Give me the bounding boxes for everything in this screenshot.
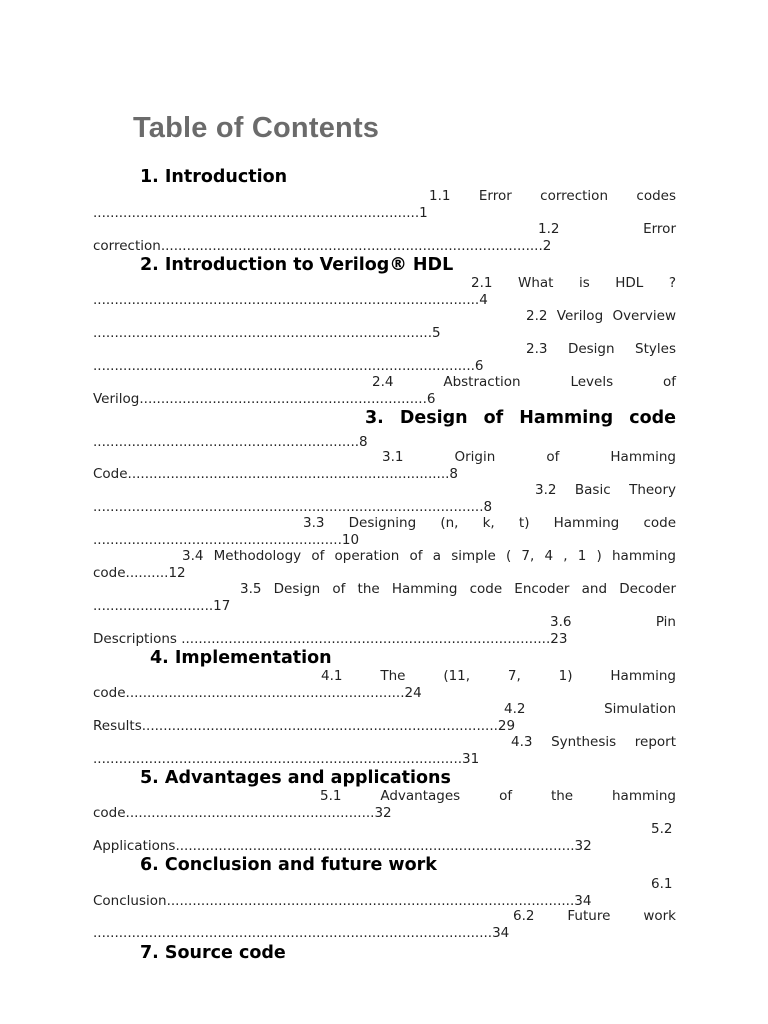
toc-entry-leader: ..............................................................8 — [93, 434, 368, 450]
section-heading-verilog: 2. Introduction to Verilog® HDL — [140, 255, 454, 275]
toc-entry-leader: code..........................................................32 — [93, 804, 392, 821]
toc-entry-text: 2.3 Design — [526, 341, 615, 357]
section-heading-text: 3. Design of Hamming — [365, 408, 614, 428]
section-heading-text-cont: code — [629, 408, 676, 428]
toc-entry-leader: correction.........................................................................................2 — [93, 237, 552, 254]
toc-entry-leader: Applications.............................................................................................32 — [93, 837, 592, 854]
toc-entry-text: 6.1 — [651, 876, 673, 892]
toc-entry-leader: Styles .........................................................................................6 — [93, 341, 676, 374]
section-heading-hamming-design[interactable] — [93, 407, 676, 453]
toc-entry-2-4[interactable] — [93, 374, 676, 407]
toc-entry-text: 2.4 Abstraction Levels of — [372, 374, 676, 390]
toc-entry-text: 4.3 Synthesis — [511, 734, 617, 750]
toc-entry-text: 3.5 Design of the Hamming code Encoder and — [240, 581, 608, 597]
toc-entry-text: 1.2 Error — [538, 221, 676, 237]
toc-entry-text: 5.2 — [651, 821, 673, 837]
toc-entry-leader: Verilog...................................................................6 — [93, 390, 436, 407]
toc-entry-3-3[interactable] — [93, 515, 676, 548]
section-heading-introduction: 1. Introduction — [140, 167, 288, 187]
toc-entry-text: 3.4 Methodology of operation of a simple ( 7, 4 , 1 ) hamming — [182, 548, 676, 564]
toc-entry-6-2[interactable] — [93, 908, 676, 941]
toc-entry-1-1[interactable] — [93, 188, 676, 221]
toc-entry-2-1[interactable] — [93, 275, 676, 308]
toc-entry-1-2[interactable] — [93, 221, 676, 254]
toc-entry-2-2[interactable] — [93, 308, 676, 341]
section-heading-conclusion: 6. Conclusion and future work — [140, 855, 437, 875]
toc-entry-text: 1.1 Error correction — [429, 188, 609, 204]
toc-entry-4-1[interactable] — [93, 668, 676, 701]
toc-entry-3-5[interactable] — [93, 581, 676, 614]
toc-entry-leader: Decoder ............................17 — [93, 581, 676, 614]
toc-entry-leader: report ......................................................................................31 — [93, 734, 676, 767]
toc-entry-text: 2.2 Verilog — [526, 308, 604, 324]
toc-entry-leader: code ..........................................................10 — [93, 515, 676, 548]
toc-entry-text: 3.2 Basic — [535, 482, 611, 498]
toc-entry-text: 4.2 Simulation — [504, 701, 676, 717]
toc-entry-3-2[interactable] — [93, 482, 676, 515]
section-heading-source-code: 7. Source code — [140, 943, 286, 963]
toc-entry-text: 4.1 The (11, 7, 1) Hamming — [321, 668, 676, 684]
toc-entry-leader: Results...................................................................................29 — [93, 717, 516, 734]
toc-entry-5-2[interactable] — [93, 821, 676, 854]
toc-entry-text: 3.6 Pin — [550, 614, 676, 630]
toc-entry-leader: Code...........................................................................8 — [93, 465, 458, 482]
toc-entry-leader: code.................................................................24 — [93, 684, 422, 701]
toc-entry-leader: HDL ? ..........................................................................................4 — [93, 275, 677, 308]
toc-entry-leader: Conclusion...............................................................................................34 — [93, 892, 592, 909]
page-title: Table of Contents — [133, 112, 380, 144]
toc-entry-text: 6.2 Future — [513, 908, 611, 924]
toc-entry-5-1[interactable] — [93, 788, 676, 821]
toc-entry-leader: code..........12 — [93, 564, 186, 581]
toc-entry-text: 2.1 What is — [471, 275, 590, 291]
section-heading-advantages: 5. Advantages and applications — [140, 768, 451, 788]
section-heading-implementation: 4. Implementation — [150, 648, 332, 668]
toc-entry-2-3[interactable] — [93, 341, 676, 374]
toc-entry-3-4[interactable] — [93, 548, 676, 581]
toc-entry-3-6[interactable] — [93, 614, 676, 647]
toc-entry-text: 3.1 Origin of Hamming — [382, 449, 676, 465]
toc-entry-leader: Overview ...............................................................................5 — [93, 308, 676, 341]
toc-entry-3-1[interactable] — [93, 449, 676, 482]
toc-entry-6-1[interactable] — [93, 876, 676, 909]
toc-entry-leader: Descriptions ......................................................................................23 — [93, 630, 568, 647]
toc-entry-text: 5.1 Advantages of the hamming — [320, 788, 676, 804]
toc-entry-leader: Theory ...........................................................................................8 — [93, 482, 676, 515]
toc-entry-4-3[interactable] — [93, 734, 676, 767]
toc-entry-4-2[interactable] — [93, 701, 676, 734]
toc-entry-text: 3.3 Designing (n, k, t) Hamming — [303, 515, 620, 531]
toc-entry-leader: codes ............................................................................1 — [93, 188, 677, 221]
toc-entry-leader: work .............................................................................................34 — [93, 908, 676, 941]
